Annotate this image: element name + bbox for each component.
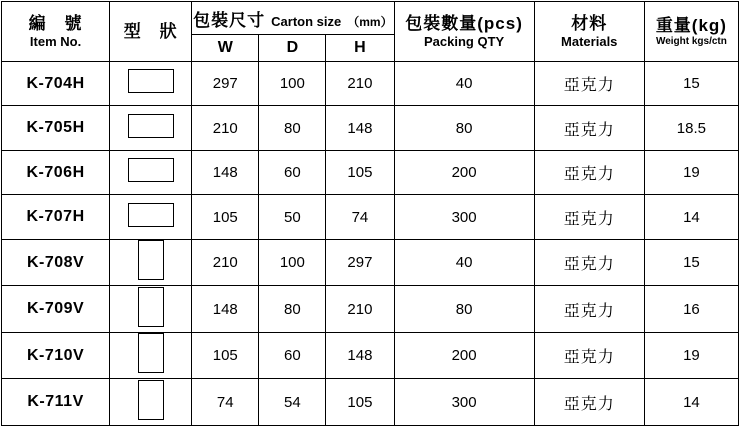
table-row xyxy=(2,379,739,426)
cell-weight: 15 xyxy=(644,239,738,286)
cell-height: 105 xyxy=(326,150,394,194)
cell-width: 210 xyxy=(192,106,259,150)
header-carton-size xyxy=(192,2,394,35)
table-header xyxy=(2,2,739,62)
header-dim-h: H xyxy=(326,35,394,62)
cell-packing-qty: 40 xyxy=(394,62,534,106)
header-carton-size-cn: 包裝尺寸 xyxy=(193,10,266,30)
shape-portrait-icon xyxy=(138,287,164,327)
cell-material: 亞克力 xyxy=(534,150,644,194)
header-packing-qty-cn: 包裝數量(pcs) xyxy=(405,13,523,33)
cell-shape xyxy=(110,106,192,150)
header-weight-en: Weight kgs/ctn xyxy=(655,35,727,47)
header-dim-d: D xyxy=(259,35,326,62)
cell-material: 亞克力 xyxy=(534,239,644,286)
cell-width: 210 xyxy=(192,239,259,286)
cell-shape xyxy=(110,195,192,239)
cell-shape xyxy=(110,286,192,333)
cell-packing-qty: 40 xyxy=(394,239,534,286)
header-carton-size-en: Carton size xyxy=(271,13,342,29)
table-row xyxy=(2,195,739,239)
cell-material: 亞克力 xyxy=(534,62,644,106)
cell-weight: 19 xyxy=(644,332,738,379)
header-row-primary xyxy=(2,2,739,35)
cell-item-no: K-704H xyxy=(2,62,110,106)
cell-width: 297 xyxy=(192,62,259,106)
cell-height: 210 xyxy=(326,62,394,106)
cell-width: 105 xyxy=(192,332,259,379)
cell-height: 105 xyxy=(326,379,394,426)
cell-height: 74 xyxy=(326,195,394,239)
table-row xyxy=(2,62,739,106)
table-row xyxy=(2,239,739,286)
cell-packing-qty: 80 xyxy=(394,286,534,333)
cell-depth: 50 xyxy=(259,195,326,239)
table-row xyxy=(2,150,739,194)
cell-height: 148 xyxy=(326,106,394,150)
header-materials-en: Materials xyxy=(561,34,618,49)
shape-portrait-icon xyxy=(138,380,164,420)
product-spec-table xyxy=(1,1,739,426)
cell-weight: 18.5 xyxy=(644,106,738,150)
cell-material: 亞克力 xyxy=(534,332,644,379)
cell-packing-qty: 300 xyxy=(394,195,534,239)
cell-width: 148 xyxy=(192,286,259,333)
header-weight xyxy=(644,2,738,62)
cell-packing-qty: 80 xyxy=(394,106,534,150)
shape-landscape-icon xyxy=(128,203,174,227)
shape-landscape-icon xyxy=(128,69,174,93)
cell-width: 74 xyxy=(192,379,259,426)
table-row xyxy=(2,332,739,379)
cell-packing-qty: 200 xyxy=(394,150,534,194)
shape-portrait-icon xyxy=(138,333,164,373)
cell-item-no: K-708V xyxy=(2,239,110,286)
cell-material: 亞克力 xyxy=(534,286,644,333)
cell-width: 105 xyxy=(192,195,259,239)
cell-weight: 14 xyxy=(644,379,738,426)
cell-width: 148 xyxy=(192,150,259,194)
cell-depth: 80 xyxy=(259,106,326,150)
cell-depth: 100 xyxy=(259,239,326,286)
header-item-no-cn: 編 號 xyxy=(28,13,83,33)
header-carton-size-unit: （mm） xyxy=(347,14,393,29)
header-dim-w: W xyxy=(192,35,259,62)
cell-depth: 60 xyxy=(259,332,326,379)
cell-item-no: K-711V xyxy=(2,379,110,426)
cell-material: 亞克力 xyxy=(534,195,644,239)
cell-weight: 16 xyxy=(644,286,738,333)
cell-shape xyxy=(110,332,192,379)
cell-depth: 80 xyxy=(259,286,326,333)
cell-item-no: K-705H xyxy=(2,106,110,150)
header-packing-qty-en: Packing QTY xyxy=(423,34,505,49)
table-body xyxy=(2,62,739,426)
table-row xyxy=(2,286,739,333)
cell-item-no: K-710V xyxy=(2,332,110,379)
cell-height: 297 xyxy=(326,239,394,286)
header-item-no xyxy=(2,2,110,62)
cell-shape xyxy=(110,62,192,106)
header-item-no-en: Item No. xyxy=(29,34,82,49)
shape-landscape-icon xyxy=(128,158,174,182)
cell-item-no: K-709V xyxy=(2,286,110,333)
header-materials-cn: 材料 xyxy=(571,13,608,33)
header-shape xyxy=(110,2,192,62)
cell-height: 148 xyxy=(326,332,394,379)
cell-material: 亞克力 xyxy=(534,106,644,150)
cell-packing-qty: 300 xyxy=(394,379,534,426)
cell-shape xyxy=(110,379,192,426)
cell-item-no: K-706H xyxy=(2,150,110,194)
header-packing-qty xyxy=(394,2,534,62)
header-weight-cn: 重量(kg) xyxy=(655,15,727,35)
header-materials xyxy=(534,2,644,62)
shape-portrait-icon xyxy=(138,240,164,280)
cell-item-no: K-707H xyxy=(2,195,110,239)
cell-weight: 14 xyxy=(644,195,738,239)
cell-shape xyxy=(110,239,192,286)
cell-depth: 100 xyxy=(259,62,326,106)
cell-height: 210 xyxy=(326,286,394,333)
header-shape-cn: 型 狀 xyxy=(123,21,178,41)
cell-depth: 54 xyxy=(259,379,326,426)
cell-shape xyxy=(110,150,192,194)
cell-depth: 60 xyxy=(259,150,326,194)
cell-packing-qty: 200 xyxy=(394,332,534,379)
shape-landscape-icon xyxy=(128,114,174,138)
cell-weight: 15 xyxy=(644,62,738,106)
cell-material: 亞克力 xyxy=(534,379,644,426)
table-row xyxy=(2,106,739,150)
cell-weight: 19 xyxy=(644,150,738,194)
